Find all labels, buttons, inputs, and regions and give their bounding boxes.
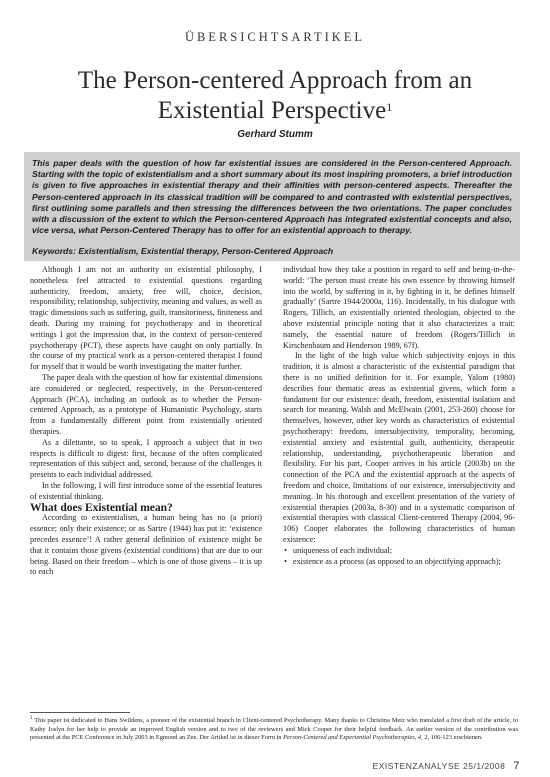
- right-column: [283, 265, 515, 567]
- paragraph: individual how they take a position in regard to self and being-in-the-world: ‘The person must create his own essence by throwing himself into the world, by suffering in it, by fighting in it, he defines himself gradually’ (Sartre 1944/2000a, 116). Incidentally, in his dialogue with Rogers, Tillich, an existentially oriented theologian, objected to the above existential principle noting that it also characterizes a trait: namely, the essential nature of freedom (Rogers/Tillich in Kirschenbaum and Henderson 1989, 67f).: [283, 265, 515, 350]
- abstract-text: This paper deals with the question of how far existential issues are considered in the Person-centered Approach. Starting with the topic of existentialism and a short summary about its most inspiring promoters, a brief introduction is given to five approaches in existential therapy and their affinities with person-centered aspects. Thereafter the Person-centered approach in its classical tradition will be compared to and contrasted with existential perspectives, first outlining some parallels and then stressing the differences between the two orientations. The paper concludes with a discussion of the extent to which the Person-centered Approach has integrated existential concepts and also, vice versa, what Person-Centered Therapy has to offer for an existential approach to therapy.: [32, 158, 512, 236]
- paragraph: The paper deals with the question of how far existential dimensions are considered or neglected, respectively, in the Person-centered Approach (PCA), including an outlook as to whether the Person-centered Approach, as a prototype of Humanistic Psychology, starts from a fundamentally different point from existentially oriented therapies.: [30, 372, 262, 436]
- bullet-item: • uniqueness of each individual;: [283, 546, 515, 557]
- footnote-journal: Person-Centered and Experiential Psychotherapies, 4: [283, 733, 422, 741]
- paragraph: According to existentialism, a human being has no (a priori) essence; only their existence; or as Sartre (1944) has put it: ‘existence precedes essence’! A rather general definition of existence might be that it contains those givens (existential conditions) that are due to our being. Based on their freedom – which is one of those givens – it is up to each: [30, 513, 262, 577]
- keywords: Keywords: Existentialism, Existential therapy, Person-Centered Approach: [32, 246, 334, 257]
- footnote-divider: [30, 712, 130, 713]
- footnote-mark: 1: [30, 716, 33, 721]
- page-footer: [0, 760, 520, 772]
- paragraph: In the following, I will first introduce some of the essential features of existential thinking.: [30, 480, 262, 501]
- title-line-1: The Person-centered Approach from an: [77, 67, 473, 94]
- bullet-item: • existence as a process (as opposed to an objectifying approach);: [283, 557, 515, 568]
- section-header: ÜBERSICHTSARTIKEL: [184, 30, 366, 44]
- article-title: [30, 66, 520, 126]
- paragraph: In the light of the high value which subjectivity enjoys in this tradition, it is almost a characteristic of the existential paradigm that there is no unified definition for it. For example, Yalom (1980) describes four thematic areas as existential givens, which form a fundament for our existence: death, freedom, existential isolation and search for meaning. Walsh and McElwain (2001, 253-260) choose for themselves, however, other key words as characteristics of existential psychotherapy: freedom, intersubjectivity, temporality, becoming, existential anxiety and existential guilt, authenticity, therapeutic relationship, understanding, psychotherapeutic liberation and flexibility. For his part, Cooper arrives in his article (2003b) on the connection of the PCA and the existential approach at the aspects of freedom and choice, limitations of our existence, intersubjectivity and meaning. In his thorough and excellent presentation of the variety of existential therapies (2003a, 8-30) and in a systematic comparison of existential therapies with classical Client-centered Therapy (2004, 96-106) Cooper elaborates the following characteristics of human existence:: [283, 351, 515, 544]
- abstract-box: [24, 152, 520, 261]
- footer-journal: EXISTENZANALYSE 25/1/2008: [372, 761, 506, 771]
- title-line-2: Existential Perspective: [157, 97, 387, 124]
- page-number: 7: [513, 760, 520, 772]
- left-column: [30, 265, 262, 578]
- footnote: [30, 715, 518, 742]
- title-footnote-mark[interactable]: 1: [386, 100, 393, 114]
- footnote-text-b: , 2, 106-123 erschienen.: [421, 733, 483, 741]
- paragraph: As a dilettante, so to speak, I approach a subject that in two respects is difficult to digest: first, because of the often complicated representation of this subject and, second, because of the challenges it presents to each individual addressed.: [30, 437, 262, 480]
- paragraph: Although I am not an authority on existential philosophy, I nonetheless feel attracted to existential questions regarding authenticity, freedom, anxiety, free will, choice, decision, responsibility, relationship, subjectivity, meaning and values, as well as tragic dimensions such as suffering, guilt, transitoriness, finiteness and death. During my training for psychotherapy and in theoretical writings I got the impression that, in the context of person-centered psychotherapy (PCT), these aspects have caught on only partially. In the course of my practical work as a person-centered therapist I found for myself that it would be worth investigating the matter further.: [30, 265, 262, 372]
- footnote-text-a: This paper ist dedicated to Hans Swildens, a pioneer of the existential branch in Client-centered Psychotherapy. Many thanks to Christina Metz who translated a first draft of the article, to Kathy Joslyn for her help to provide an improved English version and to two of the reviewers and Mick Cooper for their helpful feedback. An earlier version of the contribution was presented at the PCE Conference in July 2003 in Egmond an Zee. Der Artikel ist in dieser Form in: [30, 717, 519, 741]
- author-name: Gerhard Stumm: [237, 129, 313, 140]
- section-heading: What does Existential mean?: [30, 501, 173, 514]
